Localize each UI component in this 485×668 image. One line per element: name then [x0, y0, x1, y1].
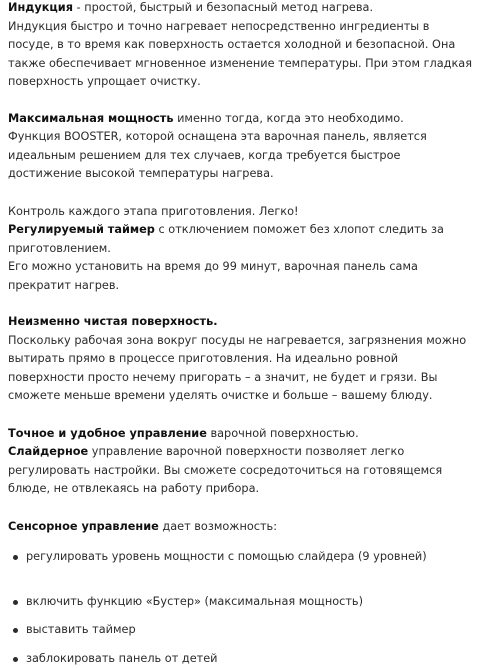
slider-paragraph — [8, 443, 477, 499]
timer-title: Регулируемый таймер — [8, 223, 155, 236]
timer-intro: с отключением поможет без хлопот следить за приготовлением. — [8, 223, 444, 255]
bullet-icon — [13, 600, 18, 605]
touch-intro: дает возможность: — [159, 520, 277, 533]
max-power-body: Функция BOOSTER, которой оснащена эта варочная панель, является идеальным решением для тех случаев, когда требуется быстрое достижение высокой температуры нагрева. — [8, 128, 477, 184]
timer-heading-line — [8, 221, 477, 258]
slider-body: управление варочной поверхности позволяет легко регулировать настройки. Вы сможете сосредоточиться на готовящемся блюде, не отвлекаясь на работу прибора. — [8, 445, 442, 495]
list-item — [8, 650, 477, 668]
bullet-icon — [13, 555, 18, 560]
max-power-intro: именно тогда, когда это необходимо. — [173, 112, 403, 125]
timer-lead: Контроль каждого этапа приготовления. Легко! — [8, 203, 477, 222]
controls-intro: варочной поверхностью. — [207, 427, 359, 440]
touch-title: Сенсорное управление — [8, 520, 159, 533]
induction-intro: - простой, быстрый и безопасный метод нагрева. — [73, 1, 373, 14]
controls-heading-line — [8, 425, 477, 444]
controls-title: Точное и удобное управление — [8, 427, 207, 440]
timer-body: Его можно установить на время до 99 минут, варочная панель сама прекратит нагрев. — [8, 258, 477, 295]
touch-heading-line — [8, 518, 477, 537]
induction-heading-line — [8, 0, 477, 18]
bullet-icon — [13, 657, 18, 662]
clean-surface-body: Поскольку рабочая зона вокруг посуды не нагревается, загрязнения можно вытирать прямо в процессе приготовления. На идеально ровной поверхности просто нечему пригорать – а значит, не будет и грязи. Вы сможете меньше времени уделять очистке и больше – вашему блюду. — [8, 332, 477, 406]
list-item-text: включить функцию «Бустер» (максимальная мощность) — [26, 595, 363, 608]
list-item — [8, 593, 477, 612]
clean-surface-heading-line — [8, 313, 477, 332]
list-item — [8, 621, 477, 640]
clean-surface-title: Неизменно чистая поверхность. — [8, 315, 218, 328]
induction-title: Индукция — [8, 1, 73, 14]
max-power-heading-line — [8, 110, 477, 129]
bullet-icon — [13, 628, 18, 633]
list-item — [8, 548, 477, 567]
induction-body: Индукция быстро и точно нагревает непосредственно ингредиенты в посуде, в то время как поверхность остается холодной и безопасной. Она также обеспечивает мгновенное изменение температуры. При этом гладкая поверхность упрощает очистку. — [8, 18, 477, 92]
max-power-title: Максимальная мощность — [8, 112, 173, 125]
slider-title: Слайдерное — [8, 445, 88, 458]
touch-feature-list — [8, 548, 477, 668]
list-item-text: выставить таймер — [26, 623, 136, 636]
list-item-text: заблокировать панель от детей — [26, 652, 218, 665]
list-item-text: регулировать уровень мощности с помощью слайдера (9 уровней) — [26, 550, 427, 563]
